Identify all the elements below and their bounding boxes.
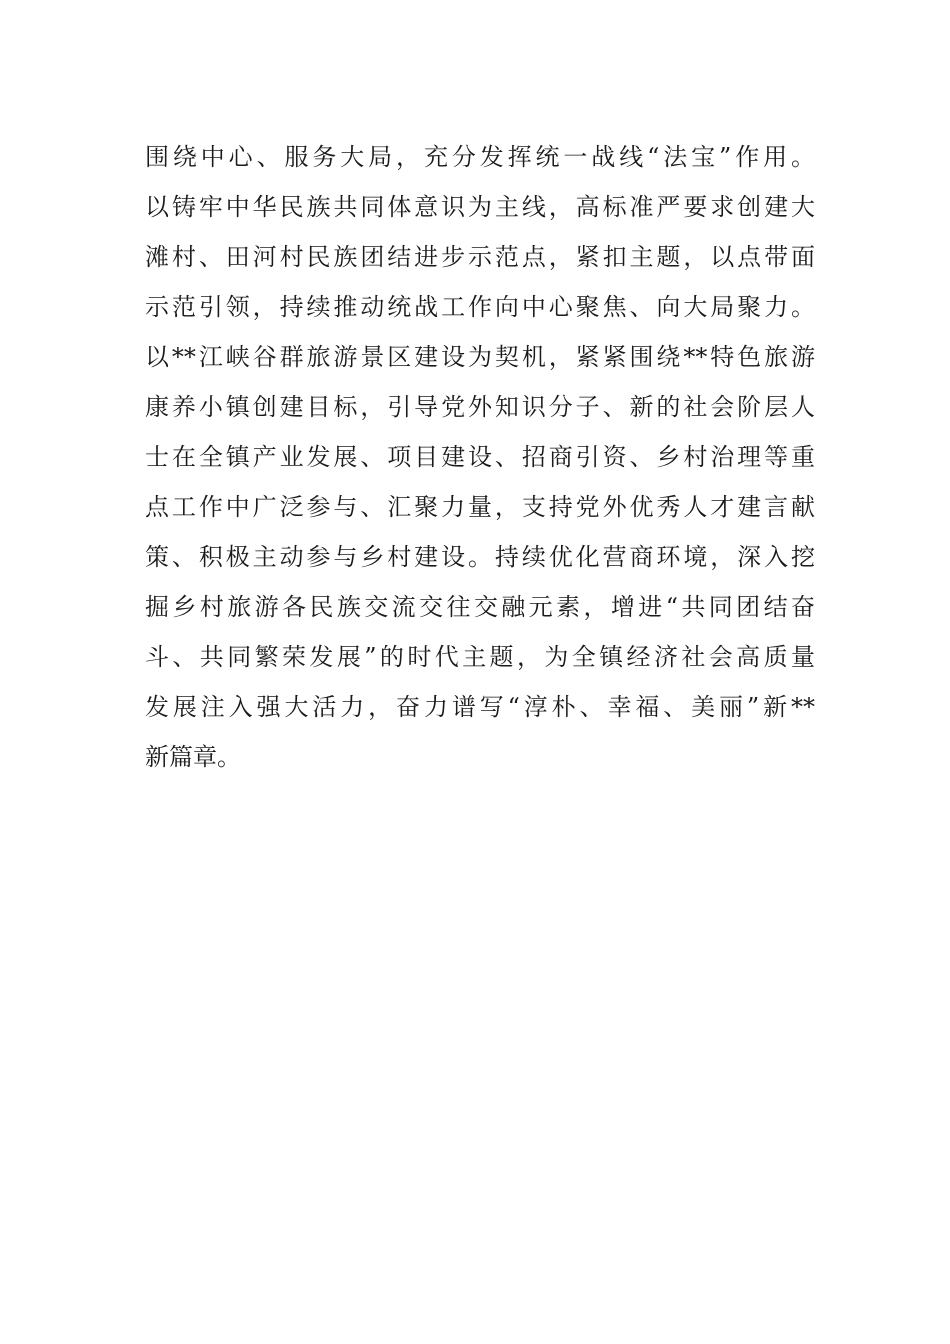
text-line: 康养小镇创建目标，引导党外知识分子、新的社会阶层人 xyxy=(145,393,815,421)
text-line: 以铸牢中华民族共同体意识为主线，高标准严要求创建大 xyxy=(145,193,815,221)
text-line: 滩村、田河村民族团结进步示范点，紧扣主题，以点带面 xyxy=(145,243,815,271)
text-line: 点工作中广泛参与、汇聚力量，支持党外优秀人才建言献 xyxy=(145,493,815,521)
text-line: 以**江峡谷群旅游景区建设为契机，紧紧围绕**特色旅游 xyxy=(145,343,815,371)
text-line: 掘乡村旅游各民族交流交往交融元素，增进“共同团结奋 xyxy=(145,593,815,621)
text-line: 士在全镇产业发展、项目建设、招商引资、乡村治理等重 xyxy=(145,443,815,471)
text-line: 发展注入强大活力，奋力谱写“淳朴、幸福、美丽”新** xyxy=(145,693,815,721)
text-line-last: 新篇章。 xyxy=(145,743,241,771)
text-line: 策、积极主动参与乡村建设。持续优化营商环境，深入挖 xyxy=(145,543,815,571)
text-line: 围绕中心、服务大局，充分发挥统一战线“法宝”作用。 xyxy=(145,143,815,171)
body-paragraph xyxy=(145,132,815,782)
text-line: 斗、共同繁荣发展”的时代主题，为全镇经济社会高质量 xyxy=(145,643,815,671)
text-line: 示范引领，持续推动统战工作向中心聚焦、向大局聚力。 xyxy=(145,293,815,321)
